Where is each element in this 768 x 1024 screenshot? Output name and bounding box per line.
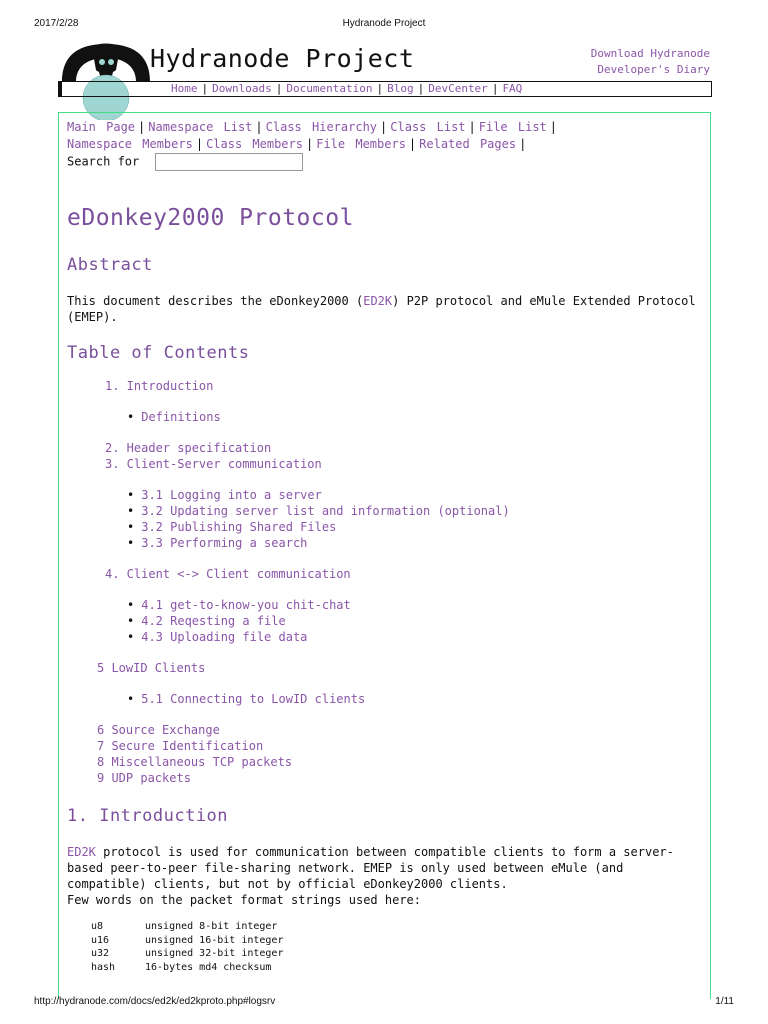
search-row — [67, 153, 697, 171]
qindex-namespace-list[interactable]: Namespace List — [148, 120, 253, 134]
intro-text-2: Few words on the packet format strings used here: — [67, 893, 422, 907]
qindex-namespace-members[interactable]: Namespace Members — [67, 137, 193, 151]
toc-item[interactable]: 6 Source Exchange — [97, 723, 220, 737]
table-of-contents — [67, 363, 697, 786]
toc-subitem[interactable]: • 3.1 Logging into a server — [67, 487, 697, 503]
toc-heading: Table of Contents — [67, 343, 250, 363]
nav-devcenter[interactable]: DevCenter — [428, 82, 488, 95]
type-definitions — [91, 920, 697, 974]
toc-item[interactable]: 8 Miscellaneous TCP packets — [97, 755, 293, 769]
nav-faq[interactable]: FAQ — [502, 82, 523, 95]
type-desc: unsigned 32-bit integer — [145, 948, 284, 959]
type-desc: 16-bytes md4 checksum — [145, 961, 272, 973]
abstract-heading: Abstract — [67, 255, 153, 275]
qindex-file-members[interactable]: File Members — [316, 137, 406, 151]
content-frame — [58, 112, 711, 999]
toc-subitem[interactable]: • 4.1 get-to-know-you chit-chat — [67, 597, 697, 613]
toc-item[interactable]: 2. Header specification — [105, 441, 272, 455]
abstract-text-2: ) P2P protocol and eMule Extended Protocol (EMEP). — [67, 294, 696, 324]
introduction-heading: 1. Introduction — [67, 806, 229, 826]
developers-diary-link[interactable]: Developer's Diary — [597, 63, 710, 76]
type-row — [91, 961, 697, 975]
hydranode-logo[interactable] — [58, 40, 154, 120]
toc-item[interactable]: 3. Client-Server communication — [105, 457, 322, 471]
toc-item[interactable]: 9 UDP packets — [97, 771, 191, 785]
qindex-class-hierarchy[interactable]: Class Hierarchy — [265, 120, 378, 134]
abstract-text-1: This document describes the eDonkey2000 ( — [67, 294, 364, 308]
qindex-class-members[interactable]: Class Members — [206, 137, 303, 151]
toc-item[interactable]: 1. Introduction — [105, 379, 214, 393]
print-title: Hydranode Project — [342, 18, 426, 29]
qindex-related-pages[interactable]: Related Pages — [419, 137, 517, 151]
toc-subitem[interactable]: • 4.2 Reqesting a file — [67, 613, 697, 629]
print-url: http://hydranode.com/docs/ed2k/ed2kproto.php#logsrv — [34, 996, 276, 1007]
type-row — [91, 947, 697, 961]
intro-text — [67, 844, 697, 908]
top-right-links — [591, 46, 710, 78]
type-name: u8 — [91, 921, 104, 932]
type-row — [91, 920, 697, 934]
nav-blog[interactable]: Blog — [387, 82, 414, 95]
page-title: eDonkey2000 Protocol — [67, 205, 354, 231]
ed2k-link-intro[interactable]: ED2K — [67, 845, 96, 859]
nav-downloads[interactable]: Downloads — [212, 82, 272, 95]
toc-subitem[interactable]: • 5.1 Connecting to LowID clients — [67, 691, 697, 707]
qindex-file-list[interactable]: File List — [478, 120, 547, 134]
type-desc: unsigned 8-bit integer — [145, 921, 278, 932]
download-hydranode-link[interactable]: Download Hydranode — [590, 47, 710, 60]
qindex-class-list[interactable]: Class List — [390, 120, 466, 134]
type-row — [91, 934, 697, 948]
toc-item[interactable]: 7 Secure Identification — [97, 739, 264, 753]
toc-subitem[interactable]: • 4.3 Uploading file data — [67, 629, 697, 645]
toc-subitem[interactable]: • 3.2 Publishing Shared Files — [67, 519, 697, 535]
toc-subitem[interactable]: • 3.3 Performing a search — [67, 535, 697, 551]
nav-documentation[interactable]: Documentation — [286, 82, 373, 95]
ed2k-link[interactable]: ED2K — [363, 294, 393, 308]
toc-subitem[interactable]: • Definitions — [67, 409, 697, 425]
toc-item[interactable]: 5 LowID Clients — [97, 661, 206, 675]
doxygen-index: Main Page | Namespace List | Class Hierarchy | Class List | File List | Namespace Members | Class Members | File Members | Related Pages | — [67, 120, 558, 151]
abstract-text — [67, 293, 697, 325]
toc-item[interactable]: 4. Client <-> Client communication — [105, 567, 351, 581]
nav-home[interactable]: Home — [171, 82, 198, 95]
toc-subitem[interactable]: • 3.2 Updating server list and information (optional) — [67, 503, 697, 519]
main-nav-bar: Home | Downloads | Documentation | Blog | DevCenter | FAQ — [58, 81, 712, 97]
intro-text-1: protocol is used for communication between compatible clients to form a server-based peer-to-peer file-sharing network. EMEP is only used between eMule (and compatible) clients, but not by official eDonkey2000 clients. — [67, 845, 674, 891]
type-name: u32 — [91, 948, 110, 959]
search-label: Search for — [67, 154, 140, 169]
type-name: u16 — [91, 934, 110, 946]
type-desc: unsigned 16-bit integer — [145, 934, 284, 946]
type-name: hash — [91, 961, 116, 973]
qindex-main-page[interactable]: Main Page — [67, 120, 136, 134]
site-title: Hydranode Project — [150, 44, 415, 73]
print-page-number: 1/11 — [715, 996, 734, 1007]
print-date: 2017/2/28 — [34, 18, 79, 29]
search-input[interactable] — [155, 153, 303, 171]
